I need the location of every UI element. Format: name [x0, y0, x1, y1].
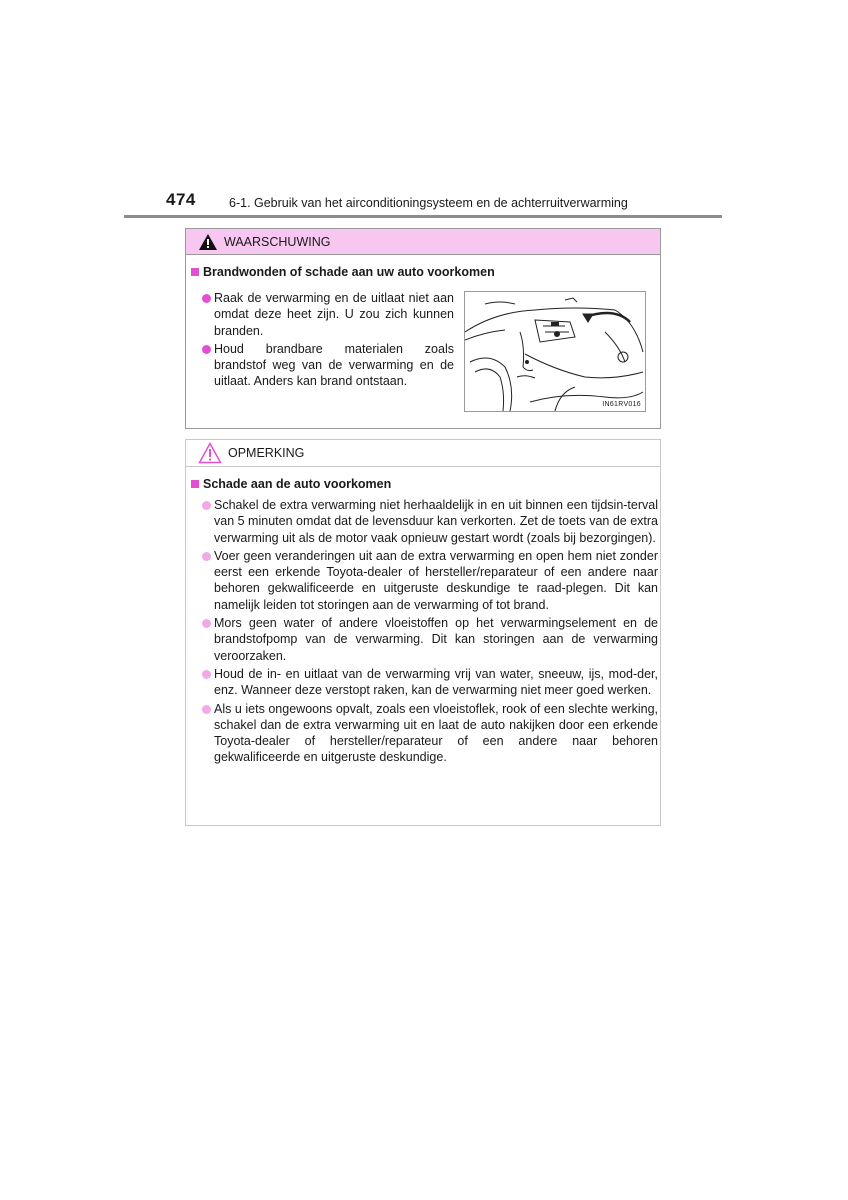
list-item: Raak de verwarming en de uitlaat niet aan omdat deze heet zijn. U zou zich kunnen branden. [202, 290, 454, 339]
header-divider [124, 215, 722, 218]
notice-label: OPMERKING [228, 446, 305, 460]
list-item: Als u iets ongewoons opvalt, zoals een vloeistoflek, rook of een slechte werking, schakel dan de extra verwarming uit en laat de auto nakijken door een erkende Toyota-dealer of hersteller/reparateur of een andere naar behoren gekwalificeerde en uitgeruste deskundige. [202, 701, 658, 766]
warning-section-title [191, 265, 495, 279]
warning-header [186, 229, 660, 255]
list-item: Houd de in- en uitlaat van de verwarming vrij van water, sneeuw, ijs, mod-der, enz. Wanneer deze verstopt raken, kan de verwarming niet meer goed werken. [202, 666, 658, 699]
warning-box [185, 228, 661, 429]
list-item: Houd brandbare materialen zoals brandstof weg van de verwarming en de uitlaat. Anders kan brand ontstaan. [202, 341, 454, 390]
heater-figure [464, 291, 646, 412]
warning-list [202, 290, 454, 392]
section-square-icon [191, 268, 199, 276]
notice-section-title-text: Schade aan de auto voorkomen [203, 477, 392, 491]
notice-list [202, 497, 658, 768]
caution-triangle-icon [198, 442, 222, 464]
warning-section-title-text: Brandwonden of schade aan uw auto voorkomen [203, 265, 495, 279]
list-item: Mors geen water of andere vloeistoffen op het verwarmingselement en de brandstofpomp van de verwarming. Dit kan storingen aan de verwarming veroorzaken. [202, 615, 658, 664]
list-item: Voer geen veranderingen uit aan de extra verwarming en open hem niet zonder eerst een erkende Toyota-dealer of hersteller/reparateur of een andere naar behoren gekwalificeerde en uitgeruste deskundige te raad-plegen. Dit kan namelijk leiden tot storingen aan de verwarming of tot brand. [202, 548, 658, 613]
warning-label: WAARSCHUWING [224, 234, 331, 249]
figure-code: IN61RV016 [602, 401, 641, 408]
car-engine-illustration [465, 292, 645, 411]
section-square-icon [191, 480, 199, 488]
warning-triangle-icon [198, 233, 218, 251]
page-number: 474 [166, 190, 196, 209]
notice-section-title [191, 477, 391, 491]
list-item: Schakel de extra verwarming niet herhaaldelijk in en uit binnen een tijdsin-terval van 5 minuten omdat dat de levensduur kan verkorten. Zet de toets van de extra verwarming uit als de motor vaak opnieuw gestart wordt (zoals bij bezorgingen). [202, 497, 658, 546]
chapter-title: 6-1. Gebruik van het airconditioningsysteem en de achterruitverwarming [229, 196, 628, 210]
notice-box [185, 439, 661, 826]
notice-header [186, 440, 660, 467]
